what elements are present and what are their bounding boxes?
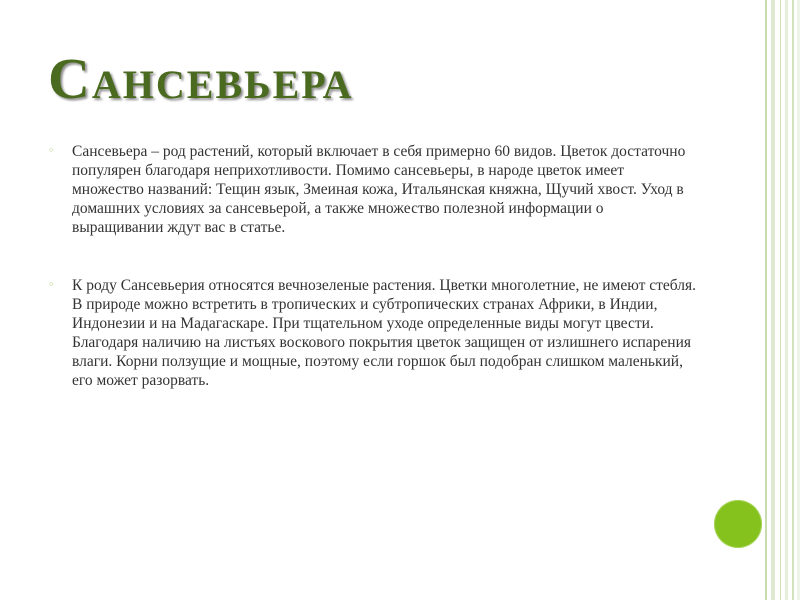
slide-title [48, 46, 354, 111]
decorative-stripe [780, 0, 781, 600]
decorative-stripe [785, 0, 788, 600]
title-rest: АНСЕВЬЕРА [91, 62, 354, 107]
decorative-stripe [771, 0, 775, 600]
list-item [48, 276, 698, 390]
list-item [48, 142, 698, 237]
decorative-circle [714, 500, 762, 548]
decorative-stripe [765, 0, 767, 600]
bullet-text: Сансевьера – род растений, который включает в себя примерно 60 видов. Цветок достаточно популярен благодаря неприхотливости. Помимо сансевьеры, в народе цветок имеет множество названий: Тещин язык, Змеиная кожа, Итальянская княжна, Щучий хвост. Уход в домашних условиях за сансевьерой, а также множество полезной информации о выращивании ждут вас в статье. [72, 143, 686, 236]
decorative-stripe [792, 0, 794, 600]
bullet-marker-icon: ◦ [48, 278, 55, 291]
bullet-marker-icon: ◦ [48, 144, 55, 157]
bullet-list [48, 142, 698, 429]
bullet-text: К роду Сансевьерия относятся вечнозеленые растения. Цветки многолетние, не имеют стебля. В природе можно встретить в тропических и субтропических странах Африки, в Индии, Индонезии и на Мадагаскаре. При тщательном уходе определенные виды могут цвести. Благодаря наличию на листьях воскового покрытия цветок защищен от излишнего испарения влаги. Корни ползущие и мощные, поэтому если горшок был подобран слишком маленький, его может разорвать. [72, 277, 697, 389]
title-first-letter: С [48, 46, 92, 111]
